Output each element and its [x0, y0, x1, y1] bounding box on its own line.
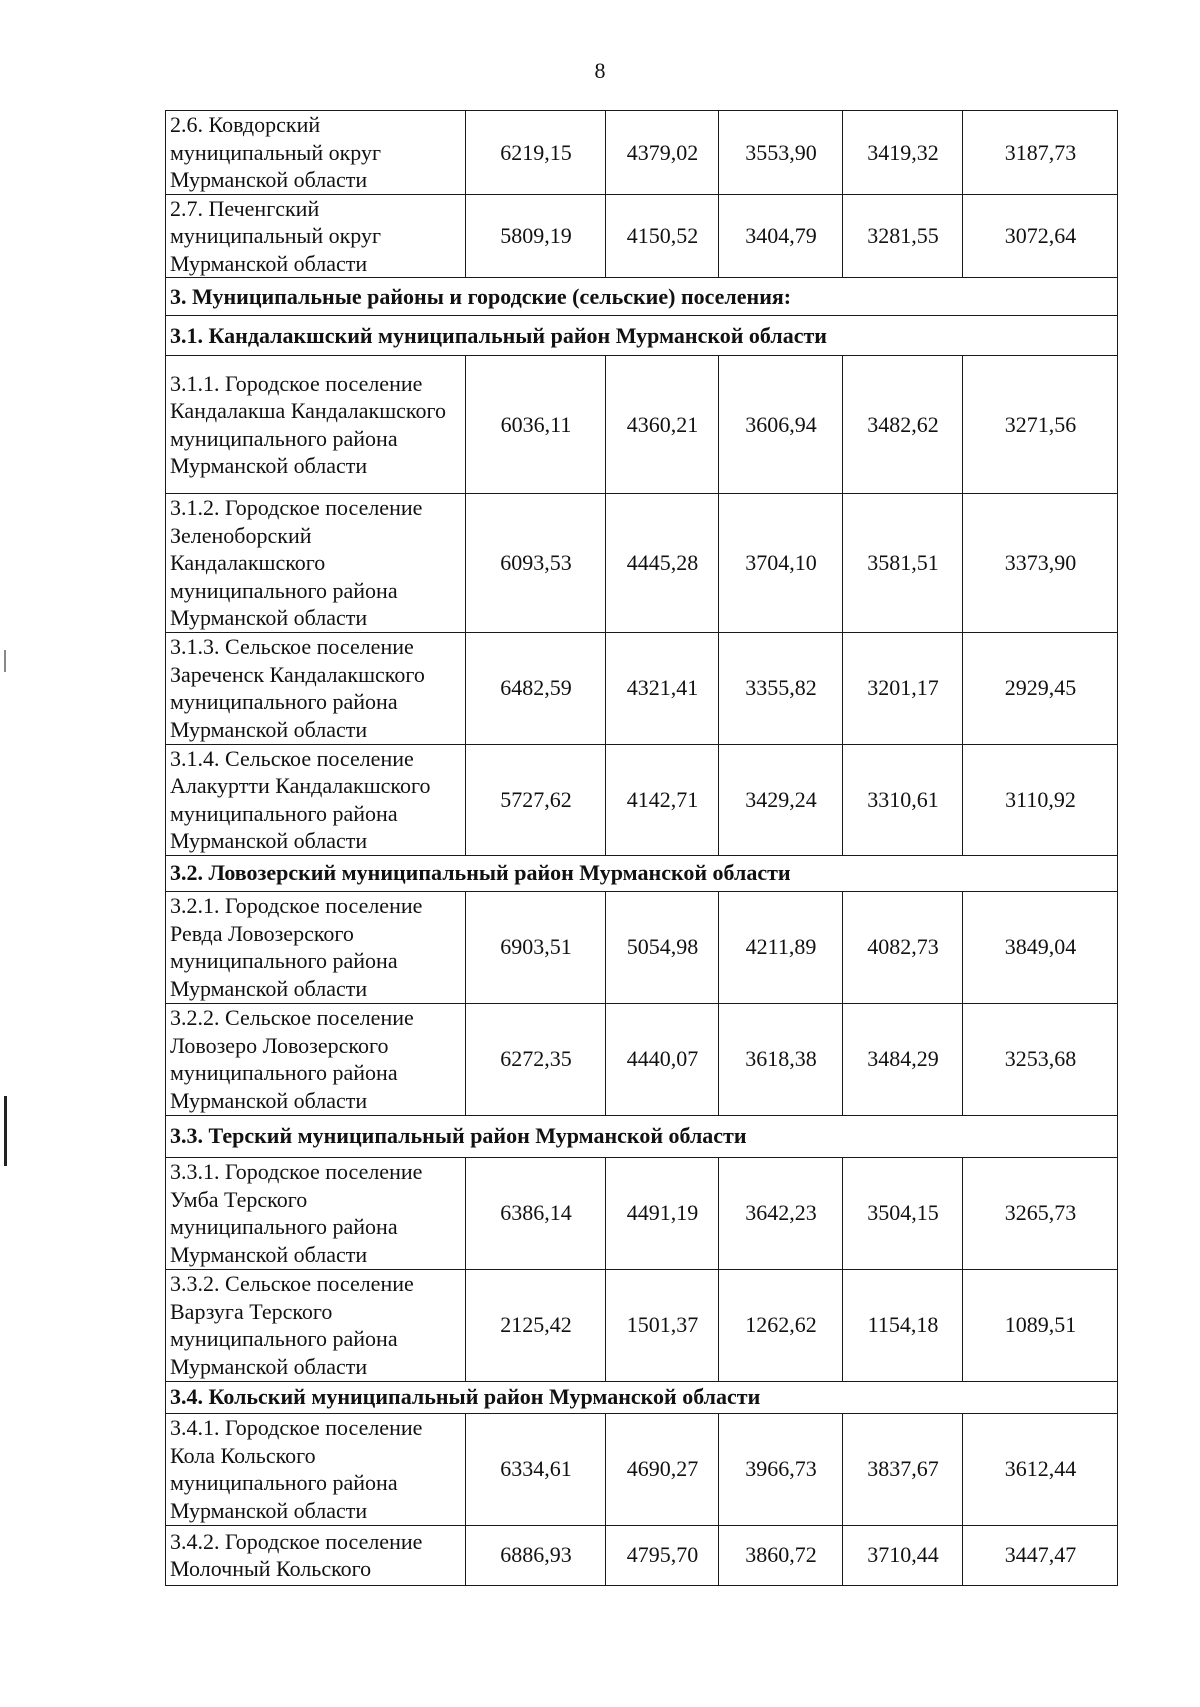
- value-cell: 3966,73: [719, 1413, 843, 1525]
- value-cell: 3504,15: [843, 1157, 963, 1269]
- row-name-cell: 3.4.1. Городское поселение Кола Кольского муниципального района Мурманской области: [166, 1413, 466, 1525]
- value-cell: 3581,51: [843, 494, 963, 633]
- row-name-cell: 3.1.4. Сельское поселение Алакуртти Кандалакшского муниципального района Мурманской области: [166, 744, 466, 855]
- table-row: [166, 111, 1118, 195]
- value-cell: 3429,24: [719, 744, 843, 855]
- value-cell: 3704,10: [719, 494, 843, 633]
- value-cell: 4445,28: [606, 494, 719, 633]
- section-title: 3.2. Ловозерский муниципальный район Мурманской области: [166, 855, 1118, 891]
- row-name-cell: 3.1.1. Городское поселение Кандалакша Кандалакшского муниципального района Мурманской области: [166, 356, 466, 494]
- value-cell: 3618,38: [719, 1003, 843, 1115]
- row-name-cell: 3.1.3. Сельское поселение Зареченск Кандалакшского муниципального района Мурманской области: [166, 632, 466, 744]
- scan-mark: [4, 650, 6, 672]
- row-name-cell: 2.7. Печенгский муниципальный округ Мурманской области: [166, 194, 466, 278]
- value-cell: 6386,14: [466, 1157, 606, 1269]
- value-cell: 3484,29: [843, 1003, 963, 1115]
- table-row: [166, 1269, 1118, 1381]
- table-row: [166, 1157, 1118, 1269]
- value-cell: 3642,23: [719, 1157, 843, 1269]
- scan-mark: [4, 1096, 7, 1166]
- table-row: [166, 891, 1118, 1003]
- value-cell: 4321,41: [606, 632, 719, 744]
- table-row: [166, 1413, 1118, 1525]
- value-cell: 1262,62: [719, 1269, 843, 1381]
- row-name-cell: 3.1.2. Городское поселение Зеленоборский Кандалакшского муниципального района Мурманской области: [166, 494, 466, 633]
- value-cell: 3373,90: [963, 494, 1118, 633]
- value-cell: 4795,70: [606, 1525, 719, 1585]
- value-cell: 6219,15: [466, 111, 606, 195]
- value-cell: 3447,47: [963, 1525, 1118, 1585]
- value-cell: 6036,11: [466, 356, 606, 494]
- value-cell: 3072,64: [963, 194, 1118, 278]
- value-cell: 1089,51: [963, 1269, 1118, 1381]
- value-cell: 3271,56: [963, 356, 1118, 494]
- value-cell: 3710,44: [843, 1525, 963, 1585]
- page-number: 8: [594, 58, 606, 83]
- value-cell: 3612,44: [963, 1413, 1118, 1525]
- value-cell: 3553,90: [719, 111, 843, 195]
- value-cell: 6334,61: [466, 1413, 606, 1525]
- value-cell: 4082,73: [843, 891, 963, 1003]
- value-cell: 4150,52: [606, 194, 719, 278]
- value-cell: 3265,73: [963, 1157, 1118, 1269]
- section-title: 3.1. Кандалакшский муниципальный район Мурманской области: [166, 316, 1118, 356]
- value-cell: 4142,71: [606, 744, 719, 855]
- section-row: [166, 1115, 1118, 1157]
- row-name-cell: 3.2.2. Сельское поселение Ловозеро Ловозерского муниципального района Мурманской области: [166, 1003, 466, 1115]
- value-cell: 2929,45: [963, 632, 1118, 744]
- value-cell: 3110,92: [963, 744, 1118, 855]
- value-cell: 4379,02: [606, 111, 719, 195]
- value-cell: 3201,17: [843, 632, 963, 744]
- value-cell: 5727,62: [466, 744, 606, 855]
- section-title: 3.3. Терский муниципальный район Мурманской области: [166, 1115, 1118, 1157]
- table-row: [166, 632, 1118, 744]
- value-cell: 5809,19: [466, 194, 606, 278]
- section-title: 3. Муниципальные районы и городские (сельские) поселения:: [166, 278, 1118, 316]
- section-title: 3.4. Кольский муниципальный район Мурманской области: [166, 1381, 1118, 1413]
- value-cell: 3860,72: [719, 1525, 843, 1585]
- section-row: [166, 855, 1118, 891]
- section-row: [166, 1381, 1118, 1413]
- value-cell: 3849,04: [963, 891, 1118, 1003]
- value-cell: 6482,59: [466, 632, 606, 744]
- table-row: [166, 194, 1118, 278]
- table-row: [166, 1525, 1118, 1585]
- value-cell: 4211,89: [719, 891, 843, 1003]
- value-cell: 3253,68: [963, 1003, 1118, 1115]
- value-cell: 1154,18: [843, 1269, 963, 1381]
- value-cell: 4360,21: [606, 356, 719, 494]
- table-row: [166, 1003, 1118, 1115]
- section-row: [166, 278, 1118, 316]
- value-cell: 2125,42: [466, 1269, 606, 1381]
- table-row: [166, 494, 1118, 633]
- value-cell: 6093,53: [466, 494, 606, 633]
- value-cell: 1501,37: [606, 1269, 719, 1381]
- settlements-table: [165, 110, 1118, 1586]
- row-name-cell: 3.4.2. Городское поселение Молочный Кольского: [166, 1525, 466, 1585]
- row-name-cell: 3.3.2. Сельское поселение Варзуга Терского муниципального района Мурманской области: [166, 1269, 466, 1381]
- row-name-cell: 2.6. Ковдорский муниципальный округ Мурманской области: [166, 111, 466, 195]
- value-cell: 6903,51: [466, 891, 606, 1003]
- value-cell: 3419,32: [843, 111, 963, 195]
- table-row: [166, 744, 1118, 855]
- table-row: [166, 356, 1118, 494]
- value-cell: 3310,61: [843, 744, 963, 855]
- value-cell: 3606,94: [719, 356, 843, 494]
- value-cell: 3837,67: [843, 1413, 963, 1525]
- row-name-cell: 3.2.1. Городское поселение Ревда Ловозерского муниципального района Мурманской области: [166, 891, 466, 1003]
- value-cell: 3281,55: [843, 194, 963, 278]
- value-cell: 4491,19: [606, 1157, 719, 1269]
- value-cell: 5054,98: [606, 891, 719, 1003]
- row-name-cell: 3.3.1. Городское поселение Умба Терского муниципального района Мурманской области: [166, 1157, 466, 1269]
- value-cell: 6886,93: [466, 1525, 606, 1585]
- value-cell: 3404,79: [719, 194, 843, 278]
- section-row: [166, 316, 1118, 356]
- value-cell: 3187,73: [963, 111, 1118, 195]
- value-cell: 4690,27: [606, 1413, 719, 1525]
- value-cell: 3482,62: [843, 356, 963, 494]
- value-cell: 3355,82: [719, 632, 843, 744]
- value-cell: 4440,07: [606, 1003, 719, 1115]
- value-cell: 6272,35: [466, 1003, 606, 1115]
